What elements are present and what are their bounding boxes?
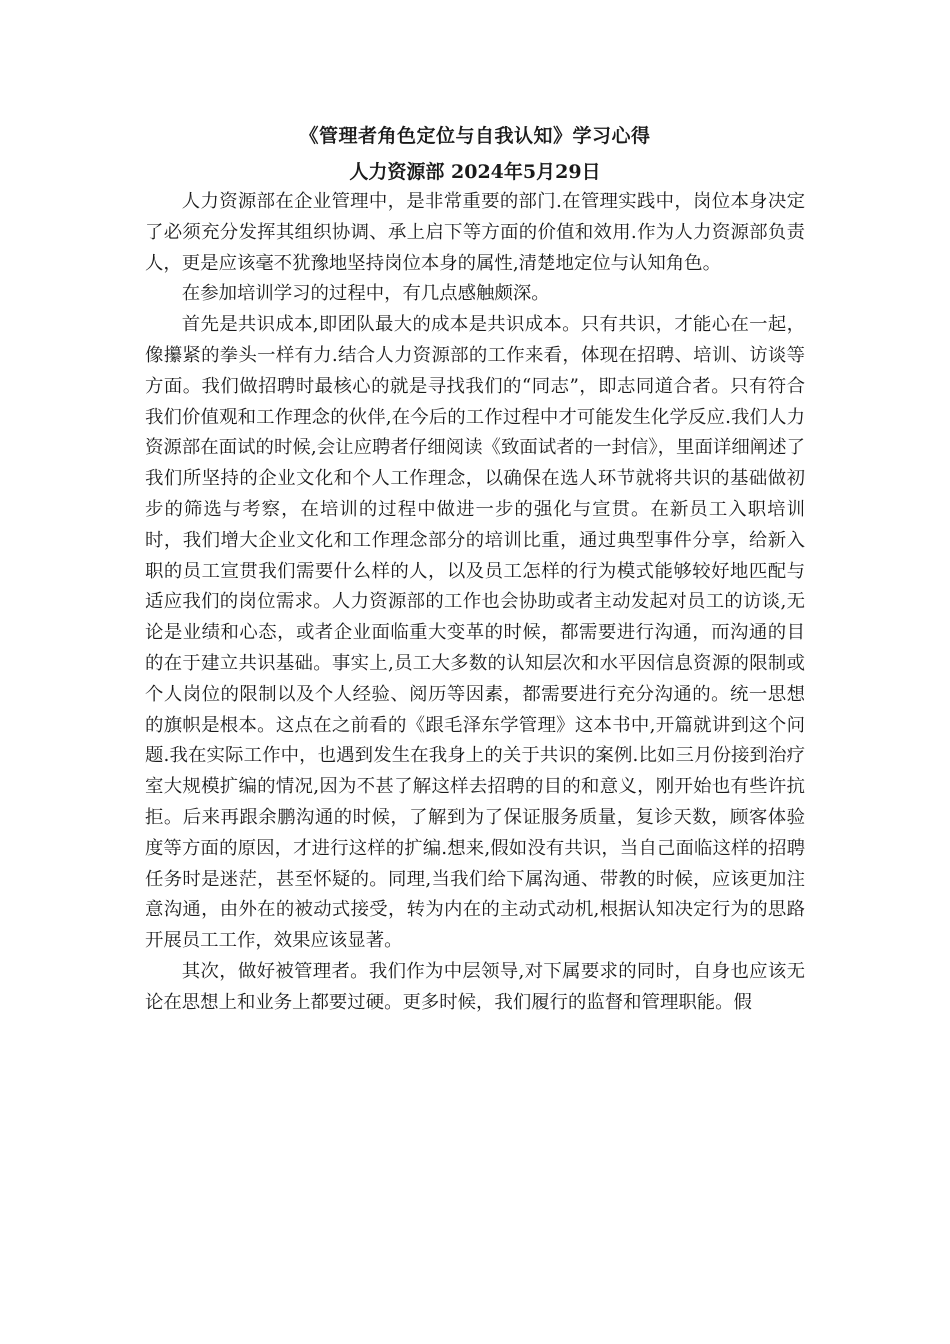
- document-title: 《管理者角色定位与自我认知》学习心得: [299, 125, 651, 147]
- paragraph-consensus: 首先是共识成本,即团队最大的成本是共识成本。只有共识，才能心在一起，像攥紧的拳头一样有力.结合人力资源部的工作来看，体现在招聘、培训、访谈等方面。我们做招聘时最核心的就是寻找我们的“同志”，即志同道合者。只有符合我们价值观和工作理念的伙伴,在今后的工作过程中才可能发生化学反应.我们人力资源部在面试的时候,会让应聘者仔细阅读《致面试者的一封信》，里面详细阐述了我们所坚持的企业文化和个人工作理念，以确保在选人环节就将共识的基础做初步的筛选与考察，在培训的过程中做进一步的强化与宣贯。在新员工入职培训时，我们增大企业文化和工作理念部分的培训比重，通过典型事件分享，给新入职的员工宣贯我们需要什么样的人，以及员工怎样的行为模式能够较好地匹配与适应我们的岗位需求。人力资源部的工作也会协助或者主动发起对员工的访谈,无论是业绩和心态，或者企业面临重大变革的时候，都需要进行沟通，而沟通的目的在于建立共识基础。事实上,员工大多数的认知层次和水平因信息资源的限制或个人岗位的限制以及个人经验、阅历等因素，都需要进行充分沟通的。统一思想的旗帜是根本。这点在之前看的《跟毛泽东学管理》这本书中,开篇就讲到这个问题.我在实际工作中，也遇到发生在我身上的关于共识的案例.比如三月份接到治疗室大规模扩编的情况,因为不甚了解这样去招聘的目的和意义，刚开始也有些许抗拒。后来再跟余鹏沟通的时候，了解到为了保证服务质量，复诊天数，顾客体验度等方面的原因，才进行这样的扩编.想来,假如没有共识，当自己面临这样的招聘任务时是迷茫，甚至怀疑的。同理,当我们给下属沟通、带教的时候，应该更加注意沟通，由外在的被动式接受，转为内在的主动式动机,根据认知决定行为的思路开展员工工作，效果应该显著。: [145, 314, 805, 952]
- document-subtitle: 人力资源部 2024年5月29日: [349, 161, 601, 183]
- document-body: [145, 187, 805, 1019]
- paragraph-intro: 人力资源部在企业管理中，是非常重要的部门.在管理实践中，岗位本身决定了必须充分发挥其组织协调、承上启下等方面的价值和效用.作为人力资源部负责人，更是应该毫不犹豫地坚持岗位本身的属性,清楚地定位与认知角色。: [145, 191, 805, 274]
- paragraph-impressions: 在参加培训学习的过程中，有几点感触颇深。: [181, 283, 550, 305]
- paragraph-being-managed: 其次，做好被管理者。我们作为中层领导,对下属要求的同时，自身也应该无论在思想上和业务上都要过硬。更多时候，我们履行的监督和管理职能。假: [145, 960, 805, 1013]
